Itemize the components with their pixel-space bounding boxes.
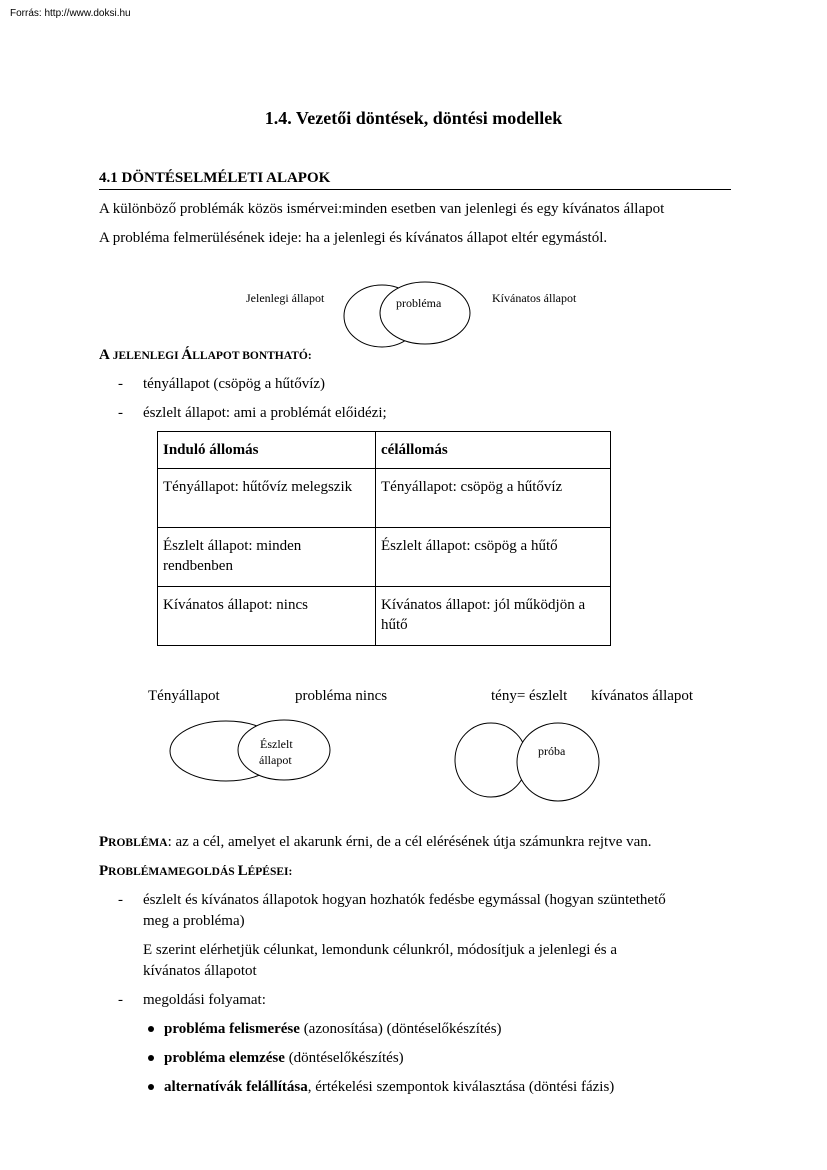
table-header-row xyxy=(158,432,611,469)
step-item-1-line-1: észlelt és kívánatos állapotok hogyan hozhatók fedésbe egymással (hogyan szüntethető xyxy=(143,892,666,908)
table-row xyxy=(158,528,611,587)
bullet-item: alternatívák felállítása, értékelési szempontok kiválasztása (döntési fázis) xyxy=(148,1079,614,1096)
problem-circle xyxy=(380,282,470,344)
table-header-cell: Induló állomás xyxy=(158,432,376,469)
table-cell: Tényállapot: csöpög a hűtővíz xyxy=(376,469,611,528)
bullet-dot xyxy=(148,1084,154,1090)
diagram1-right-label: Kívánatos állapot xyxy=(492,291,577,305)
step-item-1-line-2: meg a probléma) xyxy=(143,913,245,929)
intro-line-1: A különböző problémák közös ismérvei:minden esetben van jelenlegi és egy kívánatos állapot xyxy=(99,201,665,217)
diagram1-center-label: probléma xyxy=(396,296,442,310)
intro-line-2: A probléma felmerülésének ideje: ha a jelenlegi és kívánatos állapot eltér egymástól. xyxy=(99,230,608,246)
diagram2-left-inner-2: állapot xyxy=(259,753,292,767)
step-item-2: megoldási folyamat: xyxy=(143,992,266,1008)
step-item-1-sub-line-1: E szerint elérhetjük célunkat, lemondunk célunkról, módosítjuk a jelenlegi és a xyxy=(143,942,618,958)
problem-definition: PROBLÉMA: az a cél, amelyet el akarunk érni, de a cél elérésének útja számunkra rejtve van. xyxy=(99,834,652,850)
bullet-dot xyxy=(148,1055,154,1061)
steps-heading: PROBLÉMAMEGOLDÁS LÉPÉSEI: xyxy=(99,863,293,879)
table-cell: Észlelt állapot: csöpög a hűtő xyxy=(376,528,611,587)
state-table xyxy=(157,431,611,646)
table-cell: Észlelt állapot: minden rendbenben xyxy=(158,528,376,587)
table-row xyxy=(158,469,611,528)
current-state-item: tényállapot (csöpög a hűtővíz) xyxy=(143,376,326,392)
bullet-item: probléma felismerése (azonosítása) (döntéselőkészítés) xyxy=(148,1021,502,1038)
page-title: 1.4. Vezetői döntések, döntési modellek xyxy=(264,108,563,128)
fact-perceived-circle xyxy=(455,723,527,797)
dash-marker: - xyxy=(118,992,123,1008)
diagram1-left-label: Jelenlegi állapot xyxy=(246,291,325,305)
diagram2-label-no-problem: probléma nincs xyxy=(295,688,388,704)
dash-marker: - xyxy=(118,892,123,908)
table-header-cell: célállomás xyxy=(376,432,611,469)
diagram2-label-fact-perceived: tény= észlelt xyxy=(491,688,568,704)
dash-marker: - xyxy=(118,405,123,421)
table-cell: Kívánatos állapot: jól működjön a hűtő xyxy=(376,587,611,646)
dash-marker: - xyxy=(118,376,123,392)
bullet-dot xyxy=(148,1026,154,1032)
section-rule xyxy=(99,189,731,190)
diagram2-left-inner-1: Észlelt xyxy=(260,737,293,751)
current-state-item: észlelt állapot: ami a problémát előidézi; xyxy=(143,405,387,421)
section-heading: 4.1 DÖNTÉSELMÉLETI ALAPOK xyxy=(99,170,331,186)
table-cell: Tényállapot: hűtővíz melegszik xyxy=(158,469,376,528)
diagram2-label-factual: Tényállapot xyxy=(148,688,220,704)
source-link[interactable]: Forrás: http://www.doksi.hu xyxy=(10,8,131,19)
bullet-item: probléma elemzése (döntéselőkészítés) xyxy=(148,1050,404,1067)
current-state-heading: A JELENLEGI ÁLLAPOT BONTHATÓ: xyxy=(99,347,312,363)
diagram2-label-desired: kívánatos állapot xyxy=(591,688,694,704)
table-cell: Kívánatos állapot: nincs xyxy=(158,587,376,646)
desired-state-circle xyxy=(517,723,599,801)
step-item-1-sub-line-2: kívánatos állapotot xyxy=(143,963,257,979)
table-row xyxy=(158,587,611,646)
diagram1-venn xyxy=(330,278,490,353)
diagram2-right-inner: próba xyxy=(538,744,566,758)
diagram2-right-venn xyxy=(452,718,612,808)
